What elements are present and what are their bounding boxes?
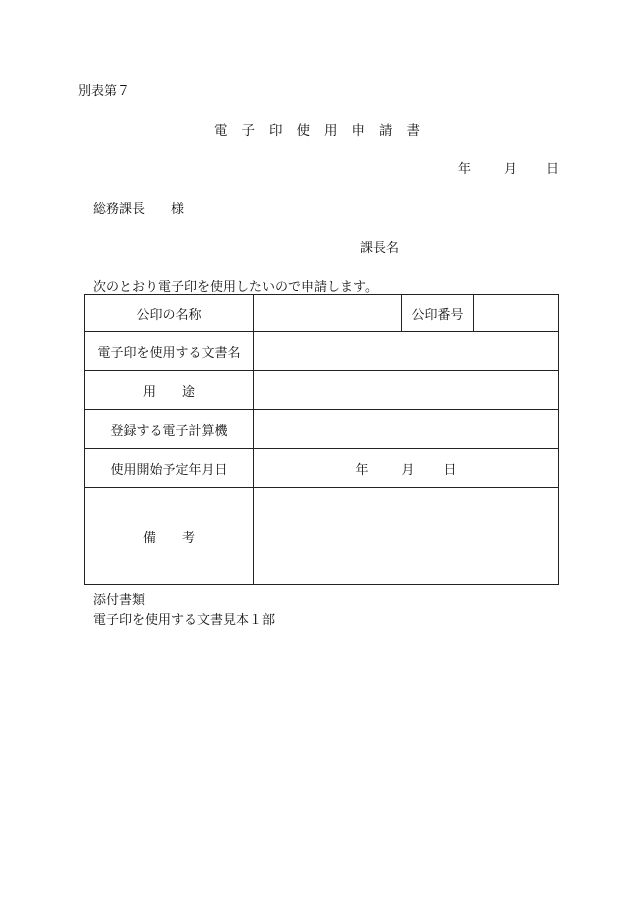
document-title: 電子印使用申請書 xyxy=(214,123,434,139)
form-number: 別表第７ xyxy=(78,84,131,99)
table-row xyxy=(85,449,559,488)
table-row xyxy=(85,488,559,585)
table-row xyxy=(85,332,559,371)
date-month-label: 月 xyxy=(504,162,518,177)
attachment-item: 電子印を使用する文書見本１部 xyxy=(93,613,276,628)
addressee: 総務課長 様 xyxy=(93,202,185,217)
date-day-label: 日 xyxy=(546,162,560,177)
applicant-label: 課長名 xyxy=(360,241,400,256)
purpose-label: 用 途 xyxy=(85,371,254,410)
application-table xyxy=(84,294,559,585)
purpose-field[interactable] xyxy=(254,371,559,410)
document-name-label: 電子印を使用する文書名 xyxy=(85,332,254,371)
remarks-label: 備 考 xyxy=(85,488,254,585)
start-date-day: 日 xyxy=(443,462,457,478)
computer-label: 登録する電子計算機 xyxy=(85,410,254,449)
remarks-field[interactable] xyxy=(254,488,559,585)
start-date-year: 年 xyxy=(355,462,369,478)
document-name-field[interactable] xyxy=(254,332,559,371)
seal-number-label: 公印番号 xyxy=(402,295,474,332)
computer-field[interactable] xyxy=(254,410,559,449)
intro-text: 次のとおり電子印を使用したいので申請します。 xyxy=(93,280,378,295)
table-row xyxy=(85,410,559,449)
seal-number-field[interactable] xyxy=(474,295,559,332)
start-date-field[interactable] xyxy=(254,449,559,488)
seal-name-field[interactable] xyxy=(254,295,402,332)
table-row xyxy=(85,371,559,410)
seal-name-label: 公印の名称 xyxy=(85,295,254,332)
date-year-label: 年 xyxy=(458,162,472,177)
table-row xyxy=(85,295,559,332)
start-date-month: 月 xyxy=(401,462,415,478)
application-date xyxy=(458,158,559,177)
start-date-label: 使用開始予定年月日 xyxy=(85,449,254,488)
attachments-label: 添付書類 xyxy=(93,593,146,608)
